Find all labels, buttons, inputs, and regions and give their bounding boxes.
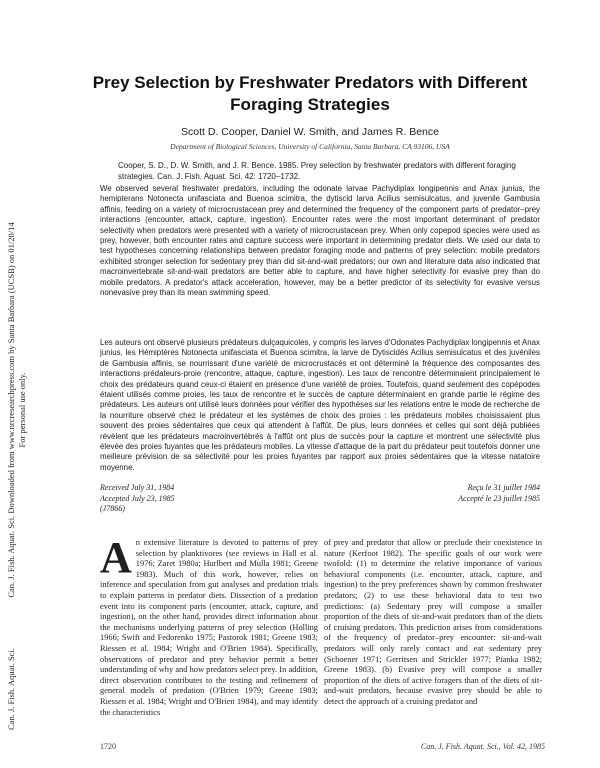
page-number: 1720 — [100, 742, 116, 751]
article-citation: Cooper, S. D., D. W. Smith, and J. R. Bence. 1985. Prey selection by freshwater predators with different foraging strategies. Can. J. Fish. Aquat. Sci. 42: 1720–1732. — [118, 161, 516, 181]
download-notice-text: Can. J. Fish. Aquat. Sci. Downloaded from www.nrcresearchpress.com by Santa Barbara (UCSB) on 01/20/14 — [6, 222, 16, 598]
article-title: Prey Selection by Freshwater Predators with Different Foraging Strategies — [92, 73, 528, 114]
received-dates — [100, 483, 300, 515]
received-dates-french — [340, 483, 540, 504]
manuscript-number: (J7866) — [100, 504, 125, 513]
author-affiliation: Department of Biological Sciences, University of California, Santa Barbara, CA 93106, USA — [170, 142, 450, 151]
journal-footer: Can. J. Fish. Aquat. Sci., Vol. 42, 1985 — [420, 742, 545, 751]
accepted-date: Accepted July 23, 1985 — [100, 493, 175, 503]
abstract-english: We observed several freshwater predators, including the odonate larvae Pachydiplax longipennis and Anax junius, the hemipterans Notonecta unifasciata and Buenoa scimitra, the dytiscid larva Acilius semisulcatus, and juvenile Gambusia affinis, feeding on a variety of microcrustacean prey and determined the frequency of the component parts of predator–prey interactions (encounter, attack, capture, ingestion). Encounter rates were the most important determinant of predator selectivity when predators were presented with a variety of microcrustacean prey. When only copepod species were used as prey, however, both encounter rates and capture success were important in determining predator diets. We used our data to test hypotheses concerning relationships between predator foraging mode and patterns of prey selection: mobile predators exhibited stronger selection for sedentary prey than did sit-and-wait predators; our own and literature data also indicated that macroinvertebrate sit-and-wait predators are better able to capture, and have higher selectivity for evasive prey than do mobile predators. A predator's attack acceleration, however, may be a better predictor of its selectivity for evasive versus nonevasive prey than its mean swimming speed. — [100, 184, 540, 298]
article-authors: Scott D. Cooper, Daniel W. Smith, and James R. Bence — [181, 126, 439, 138]
accepte-date: Accepté le 23 juillet 1985 — [458, 493, 540, 503]
recu-date: Reçu le 31 juillet 1984 — [467, 483, 540, 492]
body-left-text: n extensive literature is devoted to patterns of prey selection by planktivores (see reviews in Hall et al. 1976; Zaret 1980a; Hurlbert and Mulla 1981; Greene 1983). Much of this work, however, relies on inference and speculation from gut analyses and predation trials to explain patterns in predator diets. Dissection of a predation event into its component parts (encounter, attack, capture, and ingestion), on the other hand, provides direct information about the mechanisms underlying patterns of prey selection (Holling 1966; Swift and Fedorenko 1975; Pastorok 1981; Greene 1983; Riessen et al. 1984; Wright and O'Brien 1984). Specifically, observations of predator and prey behavior permit a better understanding of why and how predators select prey. In addition, direct observation contributes to the testing and refinement of general models of predation (O'Brien 1979; Greene 1983; Riessen et al. 1984; Wright and O'Brien 1984), and may identify the characteristics — [100, 538, 318, 717]
received-date: Received July 31, 1984 — [100, 483, 175, 492]
body-column-right — [324, 538, 542, 708]
journal-cite-vertical — [6, 590, 20, 730]
body-column-left — [100, 533, 318, 718]
body-right-text: of prey and predator that allow or preclude their coexistence in nature (Kerfoot 1982). The specific goals of our work were twofold: (1) to determine the relative importance of various behavioral components (i.e. encounter, attack, capture, and ingestion) to the prey preferences shown by common freshwater predators; (2) to use these behavioral data to test two predictions: (a) Sedentary prey will compose a smaller proportion of the diets of sit-and-wait predators than of the diets of cruising predators. This prediction arises from considerations of the frequency of predator–prey encounter: sit-and-wait predators will only rarely contact and eat sedentary prey (Schoener 1971; Gerritsen and Strickler 1977; Pianka 1982; Greene 1983). (b) Evasive prey will compose a smaller proportion of the diets of active foragers than of the diets of sit-and-wait predators, because evasive prey should be able to detect the approach of a cruising predator and — [324, 538, 542, 706]
personal-use-note: For personal use only. — [17, 372, 27, 448]
journal-cite-text: Can. J. Fish. Aquat. Sci. — [6, 648, 16, 730]
abstract-french: Les auteurs ont observé plusieurs prédateurs dulçaquicoles, y compris les larves d'Odonates Pachydiplax longipennis et Anax junius, les Hémiptères Notonecta unifasciata et Buenoa scimitra, la larve de Dytiscidés Acilius semisulcatus et des juvéniles de Gambusia affinis, se nourrissant d'une variété de microcrustacés et ont déterminé la fréquence des composantes des interactions prédateurs-proie (rencontre, attaque, capture, ingestion). Les taux de rencontre déterminaient principalement le choix des prédateurs quand ceux-ci étaient en présence d'une variété de proies. Toutefois, quand seulement des copépodes étaient utilisés comme proies, les taux de rencontre et le succès de capture déterminaient en grande partie le régime des prédateurs. Les auteurs ont utilisé leurs données pour vérifier des hypothèses sur les relations entre le mode de recherche de la nourriture observé chez le prédateur et les systèmes de choix des proies : les prédateurs mobiles choisissaient plus souvent des proies sédentaires que ceux qui attendent à l'affût. De plus, leurs données et celles qui sont déjà publiées révèlent que les prédateurs macroinvertébrés à l'affût ont plus de succès pour la capture et montrent une sélectivité plus élevée des proies fuyantes que les prédateurs mobiles. La vitesse d'attaque de la part du prédateur peut toutefois donner une meilleure prévision de sa sélectivité pour les proies fuyantes par rapport aux proies sédentaires que la vitesse natatoire moyenne. — [100, 338, 540, 472]
drop-cap: A — [100, 533, 132, 582]
